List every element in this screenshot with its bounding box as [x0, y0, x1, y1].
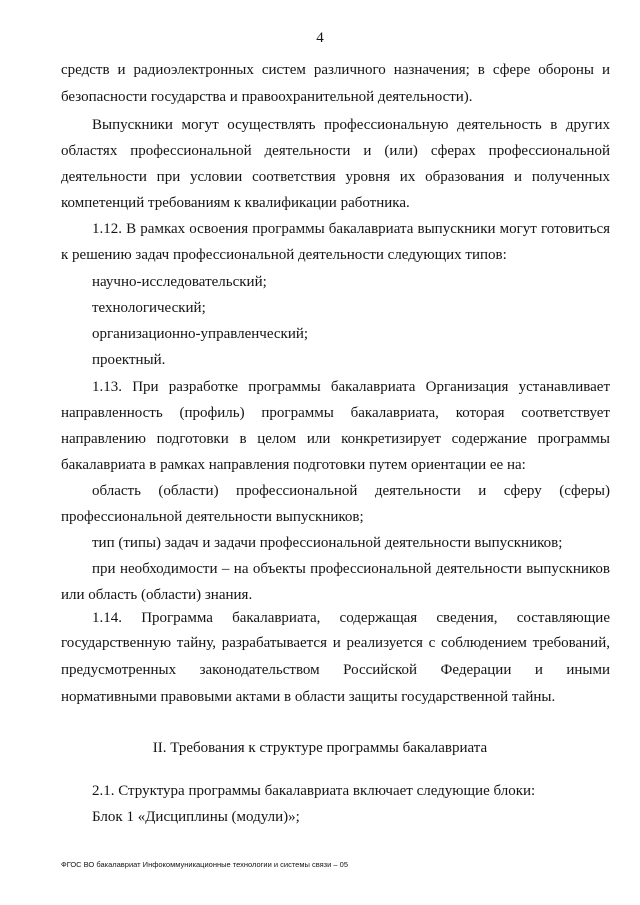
text-line: область (области) профессиональной деятельности и сферу (сферы)	[92, 483, 610, 499]
list-item-organizational: организационно-управленческий;	[92, 326, 309, 342]
text-line: деятельности при условии соответствия уровня их образования и полученных	[61, 169, 610, 185]
paragraph-2-1: 2.1. Структура программы бакалавриата включает следующие блоки:	[92, 783, 536, 799]
text-line: профессиональной деятельности выпускников;	[61, 509, 364, 525]
text-line: Выпускники могут осуществлять профессиональную деятельность в других	[92, 117, 610, 133]
text-line: государственную тайну, разрабатывается и реализуется с соблюдением требований,	[61, 635, 610, 651]
paragraph-block-1: Блок 1 «Дисциплины (модули)»;	[92, 809, 300, 825]
text-line: областях профессиональной деятельности и (или) сферах профессиональной	[61, 143, 610, 159]
text-line: 1.14. Программа бакалавриата, содержащая сведения, составляющие	[92, 610, 610, 626]
text-line: при необходимости – на объекты профессиональной деятельности выпускников	[92, 561, 610, 577]
text-line: средств и радиоэлектронных систем различного назначения; в сфере обороны и	[61, 62, 610, 78]
list-item-technological: технологический;	[92, 300, 206, 316]
page-footer: ФГОС ВО бакалавриат Инфокоммуникационные технологии и системы связи – 05	[61, 860, 348, 869]
text-line: предусмотренных законодательством Российской Федерации и иными	[61, 662, 610, 678]
text-line: направленность (профиль) программы бакалавриата, которая соответствует	[61, 405, 610, 421]
page-number: 4	[316, 30, 324, 46]
list-item-research: научно-исследовательский;	[92, 274, 267, 290]
text-line: бакалавриата в рамках направления подготовки путем ориентации ее на:	[61, 457, 526, 473]
text-line: 1.13. При разработке программы бакалавриата Организация устанавливает	[92, 379, 610, 395]
paragraph-task-types: тип (типы) задач и задачи профессиональной деятельности выпускников;	[92, 535, 563, 551]
text-line: безопасности государства и правоохранительной деятельности).	[61, 89, 473, 105]
text-line: компетенций требованиям к квалификации работника.	[61, 195, 410, 211]
text-line: 1.12. В рамках освоения программы бакалавриата выпускники могут готовиться	[92, 221, 610, 237]
list-item-project: проектный.	[92, 352, 166, 368]
section-heading: II. Требования к структуре программы бакалавриата	[152, 740, 488, 756]
text-line: или область (области) знания.	[61, 587, 253, 603]
text-line: нормативными правовыми актами в области защиты государственной тайны.	[61, 689, 556, 705]
text-line: к решению задач профессиональной деятельности следующих типов:	[61, 247, 507, 263]
text-line: направлению подготовки в целом или конкретизирует содержание программы	[61, 431, 610, 447]
